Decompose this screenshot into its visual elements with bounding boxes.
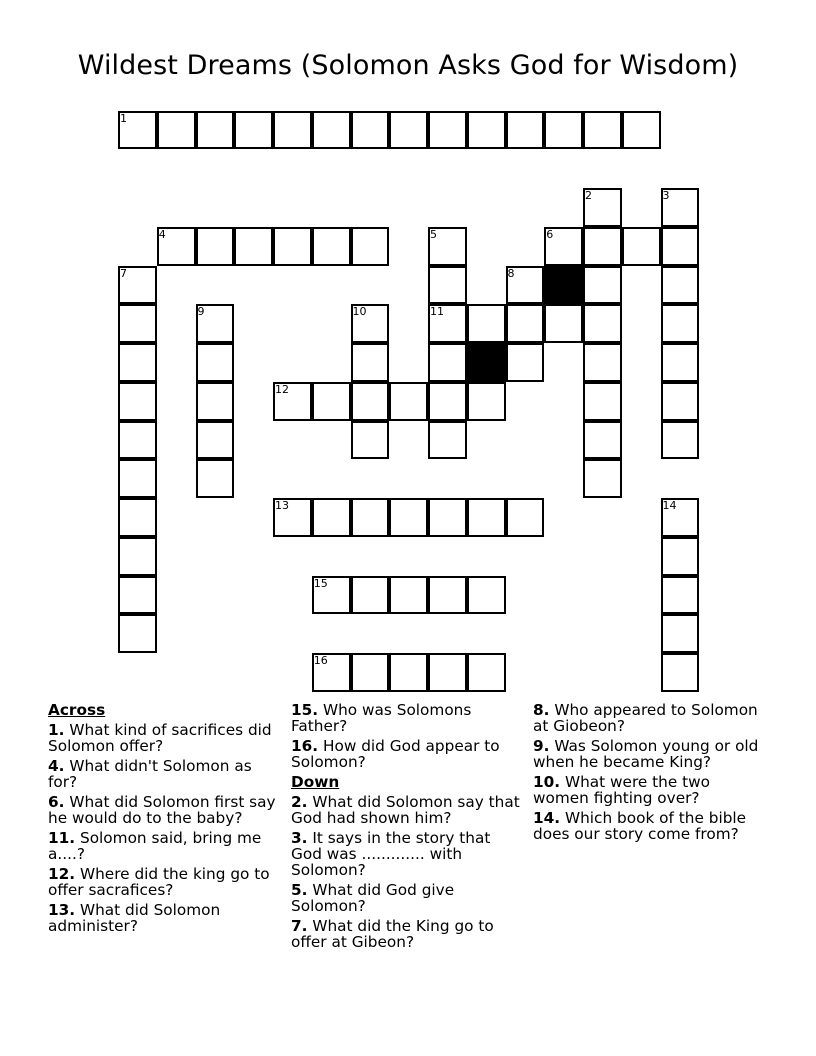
grid-number-1: 1	[120, 111, 127, 125]
grid-number-14: 14	[662, 499, 677, 512]
clue-number: 11.	[48, 829, 76, 847]
grid-cell[interactable]	[118, 421, 157, 460]
clue-text: Who appeared to Solomon at Giobeon?	[533, 701, 758, 735]
grid-number-11: 11	[430, 305, 444, 319]
clue-down-8	[533, 702, 763, 734]
grid-cell[interactable]	[506, 343, 545, 382]
clue-across-11	[48, 830, 284, 862]
grid-cell[interactable]	[351, 421, 390, 460]
grid-cell[interactable]	[583, 343, 622, 382]
grid-cell[interactable]	[661, 304, 700, 343]
clue-number: 1.	[48, 721, 65, 739]
grid-cell[interactable]	[196, 459, 235, 498]
grid-cell[interactable]	[428, 498, 467, 537]
clue-text: What did Solomon first say he would do to the baby?	[48, 793, 276, 827]
clue-down-10	[533, 774, 763, 806]
grid-cell[interactable]	[622, 227, 661, 266]
grid-number-6: 6	[546, 227, 554, 241]
grid-number-12: 12	[275, 382, 289, 396]
clue-number: 2.	[291, 793, 308, 811]
grid-cell[interactable]	[467, 576, 506, 615]
clue-text: Who was Solomons Father?	[291, 701, 472, 735]
grid-number-10: 10	[352, 305, 367, 319]
grid-cell[interactable]	[428, 576, 467, 615]
grid-cell[interactable]	[351, 576, 390, 615]
clue-number: 16.	[291, 737, 319, 755]
grid-cell[interactable]	[312, 382, 351, 421]
clue-text: How did God appear to Solomon?	[291, 737, 500, 771]
grid-cell[interactable]	[583, 266, 622, 305]
grid-cell[interactable]	[118, 304, 157, 343]
clue-across-16	[291, 738, 521, 770]
clue-text: Solomon said, bring me a....?	[48, 829, 262, 863]
clue-text: What did God give Solomon?	[291, 881, 455, 915]
grid-cell[interactable]	[118, 537, 157, 576]
grid-number-2: 2	[585, 189, 592, 202]
clue-down-2	[291, 794, 521, 826]
grid-cell[interactable]	[118, 576, 157, 615]
grid-cell[interactable]	[234, 227, 273, 266]
grid-cell[interactable]	[389, 382, 428, 421]
grid-cell[interactable]	[389, 111, 428, 150]
grid-cell[interactable]	[583, 382, 622, 421]
grid-number-3: 3	[662, 189, 670, 202]
grid-cell[interactable]	[661, 421, 700, 460]
grid-cell[interactable]	[506, 111, 545, 150]
clue-column-3	[533, 702, 763, 846]
clue-number: 15.	[291, 701, 319, 719]
grid-cell[interactable]	[467, 382, 506, 421]
grid-cell[interactable]	[428, 111, 467, 150]
clue-across-6	[48, 794, 284, 826]
grid-cell[interactable]	[661, 653, 700, 692]
grid-cell[interactable]	[661, 382, 700, 421]
clue-text: Was Solomon young or old when he became King?	[533, 737, 759, 771]
grid-cell[interactable]	[196, 343, 235, 382]
grid-cell[interactable]	[157, 111, 196, 150]
clue-text: What did Solomon administer?	[48, 901, 221, 935]
grid-number-5: 5	[430, 227, 437, 241]
grid-cell[interactable]	[118, 498, 157, 537]
grid-number-8: 8	[507, 266, 515, 280]
grid-cell[interactable]	[661, 266, 700, 305]
clue-number: 13.	[48, 901, 76, 919]
grid-cell[interactable]	[273, 111, 312, 150]
grid-cell[interactable]	[389, 498, 428, 537]
grid-number-4: 4	[158, 227, 166, 241]
grid-cell[interactable]	[273, 227, 312, 266]
clue-down-9	[533, 738, 763, 770]
grid-cell[interactable]	[428, 343, 467, 382]
clue-text: What kind of sacrifices did Solomon offer?	[48, 721, 272, 755]
clue-text: What did the King go to offer at Gibeon?	[291, 917, 494, 951]
grid-cell[interactable]	[661, 537, 700, 576]
clue-number: 8.	[533, 701, 550, 719]
grid-cell[interactable]	[351, 343, 390, 382]
grid-cell[interactable]	[196, 227, 235, 266]
clue-text: Which book of the bible does our story come from?	[533, 809, 747, 843]
across-heading: Across	[48, 701, 106, 719]
grid-cell[interactable]	[506, 304, 545, 343]
grid-cell[interactable]	[312, 227, 351, 266]
clue-text: What were the two women fighting over?	[533, 773, 711, 807]
black-square	[544, 266, 583, 305]
grid-number-16: 16	[313, 654, 328, 667]
grid-number-13: 13	[275, 499, 289, 512]
grid-cell[interactable]	[583, 227, 622, 266]
grid-cell[interactable]	[544, 304, 583, 343]
grid-cell[interactable]	[351, 382, 390, 421]
grid-cell[interactable]	[118, 459, 157, 498]
grid-cell[interactable]	[622, 111, 661, 150]
clue-number: 4.	[48, 757, 65, 775]
grid-number-7: 7	[120, 266, 127, 280]
grid-cell[interactable]	[234, 111, 273, 150]
clue-text: It says in the story that God was ............. with Solomon?	[291, 829, 491, 879]
clue-across-13	[48, 902, 284, 934]
grid-cell[interactable]	[351, 498, 390, 537]
grid-cell[interactable]	[583, 111, 622, 150]
clue-number: 9.	[533, 737, 550, 755]
clue-number: 7.	[291, 917, 308, 935]
black-square	[467, 343, 506, 382]
grid-cell[interactable]	[312, 498, 351, 537]
grid-cell[interactable]	[389, 653, 428, 692]
clue-number: 10.	[533, 773, 561, 791]
clue-number: 5.	[291, 881, 308, 899]
grid-cell[interactable]	[544, 111, 583, 150]
grid-cell[interactable]	[351, 227, 390, 266]
grid-cell[interactable]	[467, 111, 506, 150]
grid-cell[interactable]	[118, 382, 157, 421]
clue-column-1	[48, 702, 284, 938]
grid-cell[interactable]	[196, 382, 235, 421]
grid-cell[interactable]	[661, 343, 700, 382]
grid-cell[interactable]	[196, 111, 235, 150]
clue-across-12	[48, 866, 284, 898]
grid-cell[interactable]	[661, 614, 700, 653]
grid-cell[interactable]	[351, 653, 390, 692]
grid-cell[interactable]	[428, 382, 467, 421]
clue-down-5	[291, 882, 521, 914]
grid-cell[interactable]	[661, 227, 700, 266]
grid-cell[interactable]	[351, 111, 390, 150]
clue-text: What didn't Solomon as for?	[48, 757, 252, 791]
grid-cell[interactable]	[583, 421, 622, 460]
clue-number: 12.	[48, 865, 76, 883]
clue-number: 14.	[533, 809, 561, 827]
grid-cell[interactable]	[428, 653, 467, 692]
grid-cell[interactable]	[661, 576, 700, 615]
grid-cell[interactable]	[467, 304, 506, 343]
clue-column-2	[291, 702, 521, 954]
down-heading: Down	[291, 773, 340, 791]
clue-down-3	[291, 830, 521, 878]
grid-cell[interactable]	[428, 421, 467, 460]
grid-cell[interactable]	[467, 498, 506, 537]
grid-number-9: 9	[197, 305, 205, 319]
puzzle-title: Wildest Dreams (Solomon Asks God for Wisdom)	[77, 50, 739, 81]
grid-cell[interactable]	[389, 576, 428, 615]
clue-down-14	[533, 810, 763, 842]
grid-cell[interactable]	[583, 459, 622, 498]
clue-across-15	[291, 702, 521, 734]
clue-down-7	[291, 918, 521, 950]
grid-cell[interactable]	[118, 343, 157, 382]
grid-number-15: 15	[313, 576, 328, 590]
grid-cell[interactable]	[196, 421, 235, 460]
clue-across-4	[48, 758, 284, 790]
clue-text: What did Solomon say that God had shown him?	[291, 793, 520, 827]
clue-text: Where did the king go to offer sacrafices?	[48, 865, 270, 899]
grid-cell[interactable]	[312, 111, 351, 150]
clue-number: 6.	[48, 793, 65, 811]
grid-cell[interactable]	[506, 498, 545, 537]
grid-cell[interactable]	[428, 266, 467, 305]
clue-across-1	[48, 722, 284, 754]
grid-cell[interactable]	[583, 304, 622, 343]
grid-cell[interactable]	[467, 653, 506, 692]
clue-number: 3.	[291, 829, 308, 847]
grid-cell[interactable]	[118, 614, 157, 653]
